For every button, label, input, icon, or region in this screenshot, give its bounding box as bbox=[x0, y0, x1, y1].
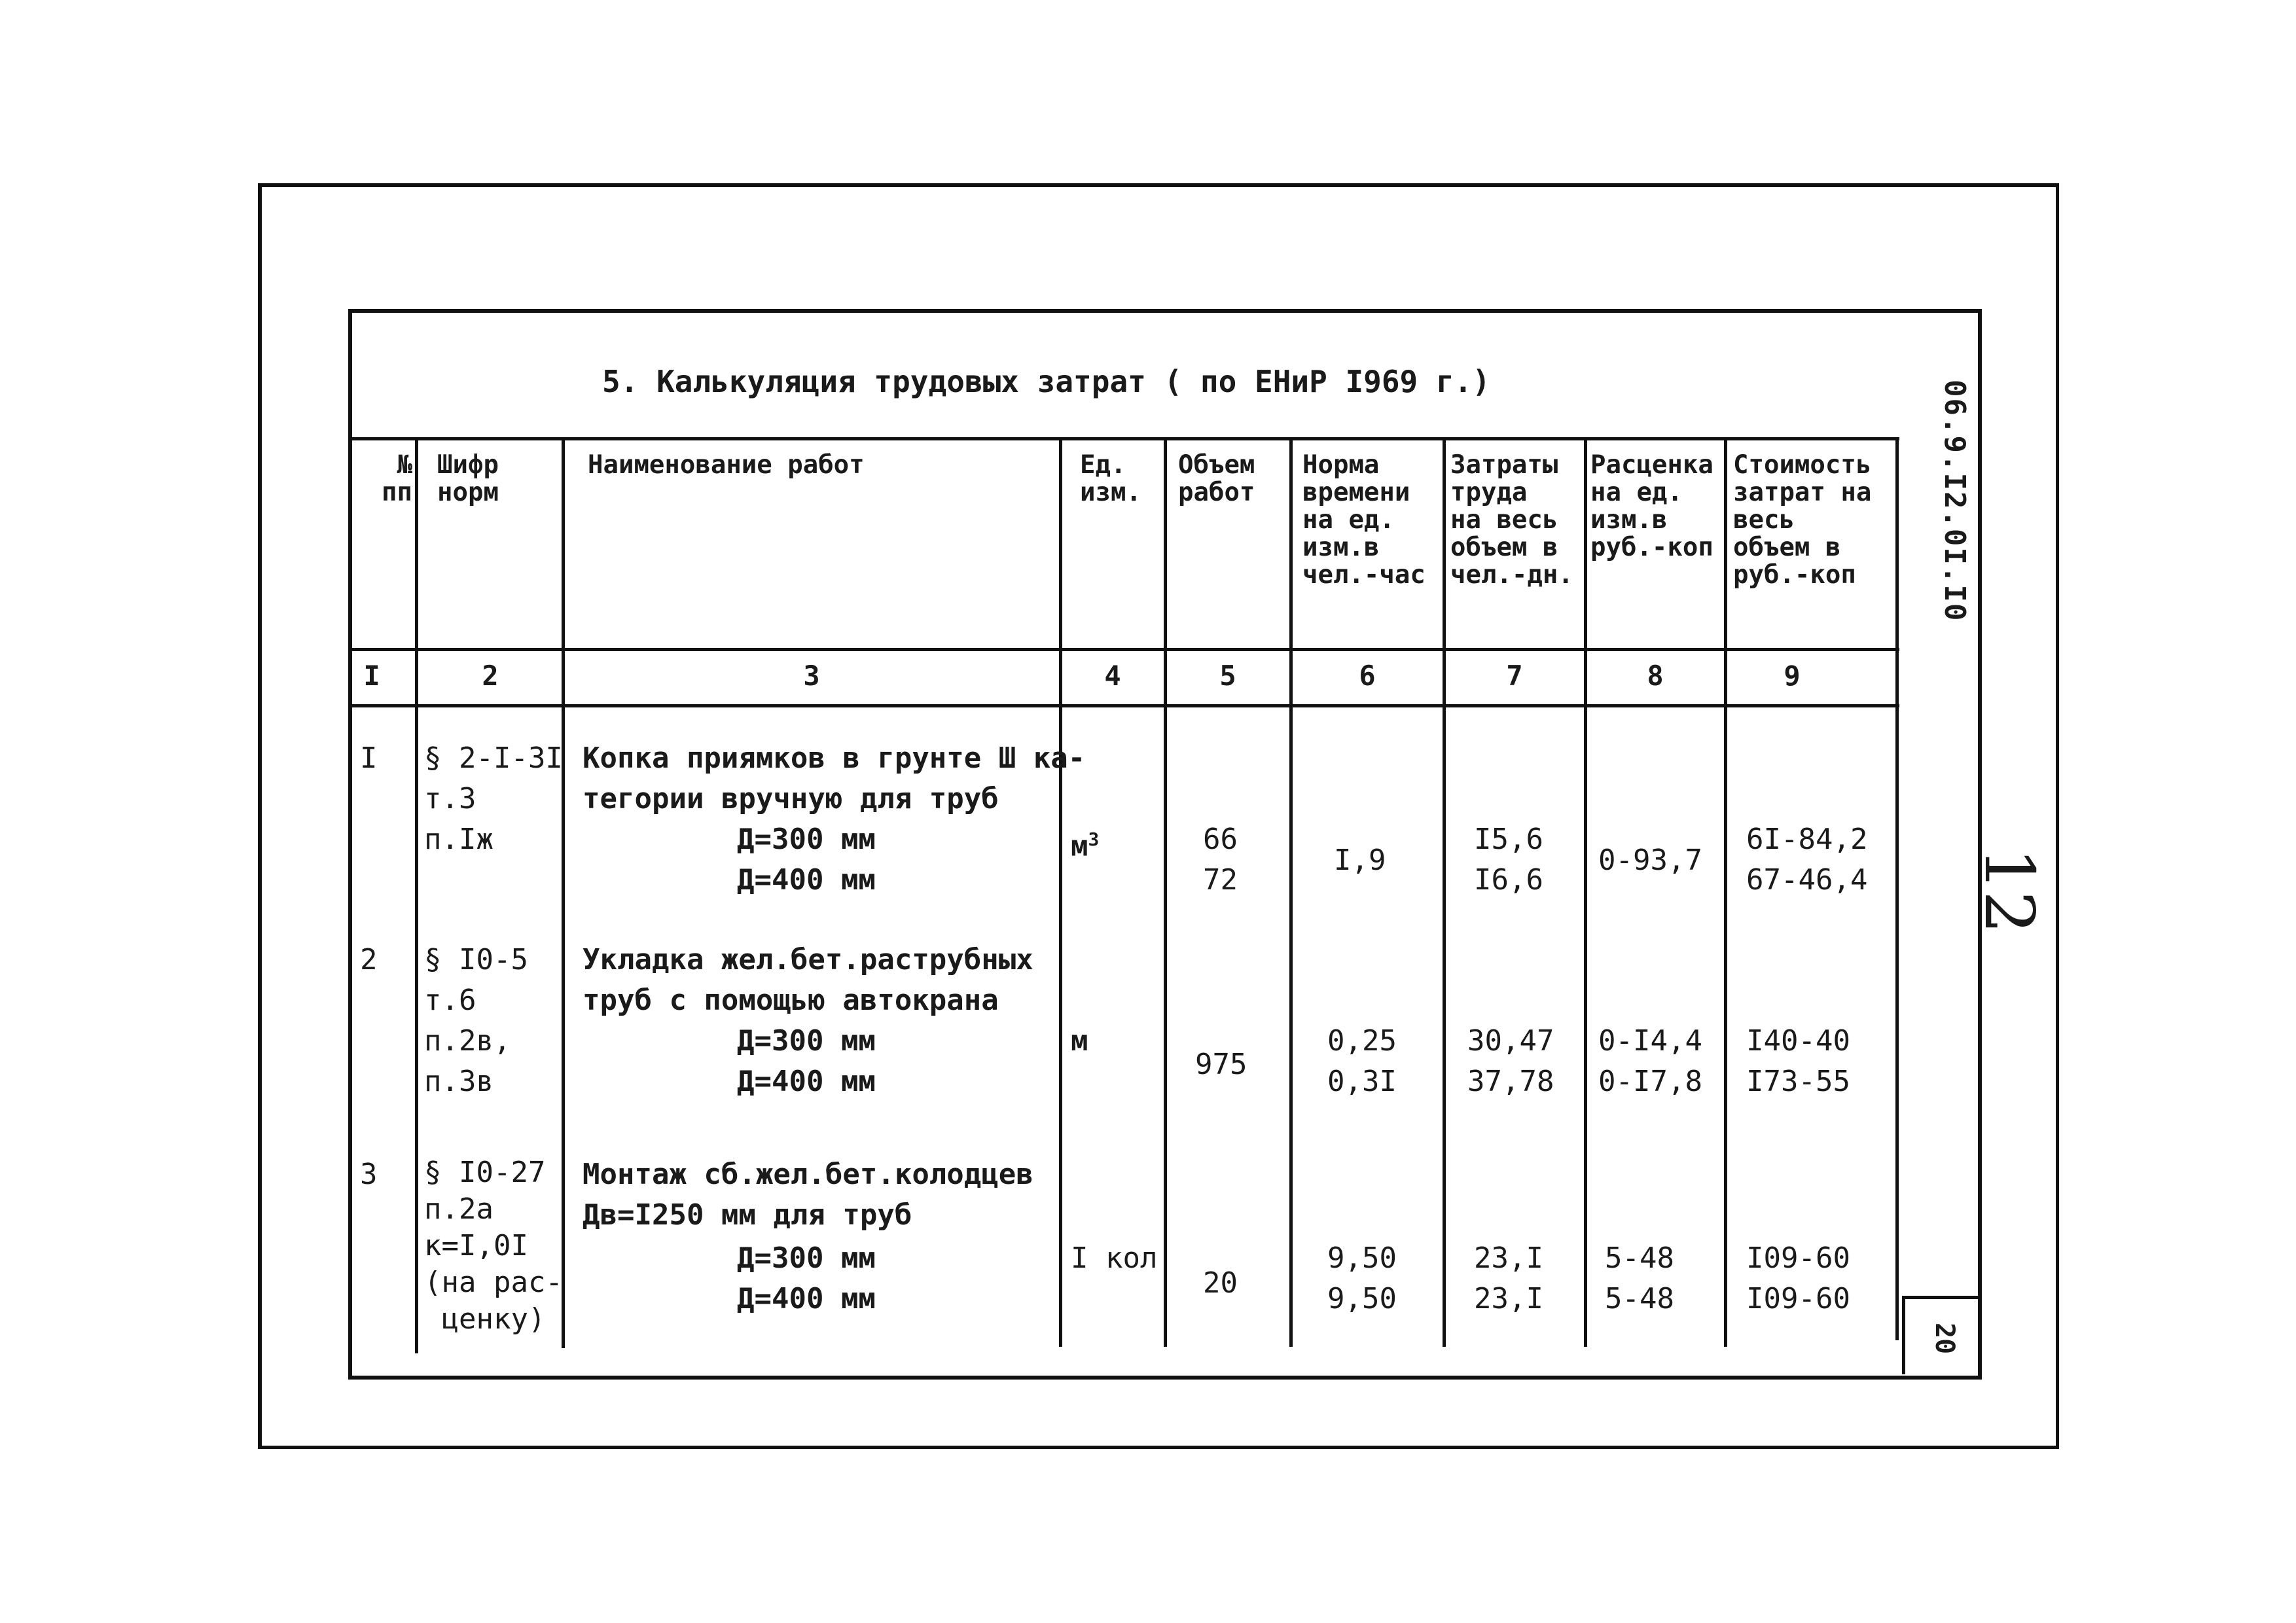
work-name-line: тегории вручную для труб bbox=[583, 782, 999, 815]
work-name-line: Дв=I250 мм для труб bbox=[583, 1198, 912, 1232]
unit-rate: 0-I4,4 bbox=[1598, 1024, 1702, 1058]
unit: I кол bbox=[1071, 1241, 1158, 1275]
column-number: 4 bbox=[1104, 660, 1121, 692]
unit-rate: 5-48 bbox=[1605, 1282, 1674, 1315]
labor-cost: 37,78 bbox=[1467, 1065, 1554, 1098]
document-code: 06.9.I2.0I.I0 bbox=[1938, 380, 1971, 622]
time-norm: I,9 bbox=[1334, 844, 1386, 877]
time-norm: 0,25 bbox=[1327, 1024, 1397, 1058]
row-number: 3 bbox=[360, 1158, 378, 1191]
col-divider bbox=[1895, 437, 1899, 1340]
header-bottom-line bbox=[348, 648, 1899, 651]
colnum-bottom-line bbox=[348, 704, 1899, 707]
page-number: 20 bbox=[1929, 1322, 1960, 1355]
row-number: 2 bbox=[360, 943, 378, 976]
time-norm: 0,3I bbox=[1327, 1065, 1397, 1098]
column-number: 3 bbox=[803, 660, 820, 692]
labor-cost: 23,I bbox=[1474, 1282, 1543, 1315]
unit-text: м bbox=[1071, 829, 1088, 863]
pipe-variant: Д=300 мм bbox=[737, 1024, 876, 1058]
total-cost: 67-46,4 bbox=[1746, 863, 1868, 897]
table-title: 5. Калькуляция трудовых затрат ( по ЕНиР I969 г.) bbox=[602, 364, 1491, 399]
col-divider bbox=[415, 437, 418, 1353]
unit: м bbox=[1071, 1024, 1088, 1058]
pipe-variant: Д=300 мм bbox=[737, 823, 876, 856]
pipe-variant: Д=400 мм bbox=[737, 863, 876, 897]
col-divider bbox=[1164, 437, 1167, 1347]
col-divider bbox=[1584, 437, 1587, 1347]
time-norm: 9,50 bbox=[1327, 1241, 1397, 1275]
norm-code: § I0-5 т.6 п.2в, п.3в bbox=[424, 943, 528, 1098]
pipe-variant: Д=300 мм bbox=[737, 1241, 876, 1275]
header-name: Наименование работ bbox=[588, 450, 865, 480]
header-unit: Ед. изм. bbox=[1080, 450, 1141, 507]
unit-rate: 0-I7,8 bbox=[1598, 1065, 1702, 1098]
unit bbox=[1071, 819, 1099, 867]
handwritten-page-number: 12 bbox=[1969, 847, 2049, 935]
column-number: 5 bbox=[1219, 660, 1236, 692]
header-labor: Затраты труда на весь объем в чел.-дн. bbox=[1450, 450, 1573, 590]
col-divider bbox=[1289, 437, 1293, 1347]
page-number-box bbox=[1902, 1296, 1981, 1374]
column-number: 7 bbox=[1506, 660, 1523, 692]
volume: 72 bbox=[1203, 863, 1238, 897]
column-number: 9 bbox=[1784, 660, 1801, 692]
pipe-variant: Д=400 мм bbox=[737, 1065, 876, 1098]
column-number: 8 bbox=[1647, 660, 1664, 692]
column-number: 2 bbox=[482, 660, 499, 692]
header-volume: Объем работ bbox=[1178, 450, 1255, 507]
labor-cost: 23,I bbox=[1474, 1241, 1543, 1275]
column-number: I bbox=[363, 660, 380, 692]
row-number: I bbox=[360, 741, 378, 775]
col-divider bbox=[1443, 437, 1446, 1347]
work-name-line: Укладка жел.бет.раструбных bbox=[583, 943, 1033, 976]
header-norm: Норма времени на ед. изм.в чел.-час bbox=[1302, 450, 1426, 590]
unit-rate: 5-48 bbox=[1605, 1241, 1674, 1275]
volume: 66 bbox=[1203, 823, 1238, 856]
norm-code: § I0-27 п.2а к=I,0I (на рас- ценку) bbox=[424, 1156, 563, 1336]
time-norm: 9,50 bbox=[1327, 1282, 1397, 1315]
total-cost: I73-55 bbox=[1746, 1065, 1850, 1098]
col-divider bbox=[1724, 437, 1727, 1347]
col-divider bbox=[1059, 437, 1062, 1347]
total-cost: I09-60 bbox=[1746, 1282, 1850, 1315]
labor-cost: I6,6 bbox=[1474, 863, 1543, 897]
header-cost: Стоимость затрат на весь объем в руб.-коп bbox=[1733, 450, 1872, 590]
unit-rate: 0-93,7 bbox=[1598, 844, 1702, 877]
volume: 975 bbox=[1195, 1048, 1247, 1081]
work-name-line: Копка приямков в грунте Ш ка- bbox=[583, 741, 1086, 775]
unit-superscript: 3 bbox=[1088, 829, 1100, 850]
labor-cost: 30,47 bbox=[1467, 1024, 1554, 1058]
work-name-line: труб с помощью автокрана bbox=[583, 984, 999, 1017]
total-cost: 6I-84,2 bbox=[1746, 823, 1868, 856]
labor-cost: I5,6 bbox=[1474, 823, 1543, 856]
total-cost: I40-40 bbox=[1746, 1024, 1850, 1058]
column-number: 6 bbox=[1359, 660, 1376, 692]
table-top-line bbox=[348, 437, 1899, 440]
pipe-variant: Д=400 мм bbox=[737, 1282, 876, 1315]
header-num: № пп bbox=[382, 450, 412, 507]
work-name-line: Монтаж сб.жел.бет.колодцев bbox=[583, 1158, 1033, 1191]
header-code: Шифр норм bbox=[437, 450, 499, 507]
header-rate: Расценка на ед. изм.в руб.-коп bbox=[1590, 450, 1713, 562]
total-cost: I09-60 bbox=[1746, 1241, 1850, 1275]
norm-code: § 2-I-3I т.3 п.Iж bbox=[424, 741, 563, 856]
volume: 20 bbox=[1203, 1266, 1238, 1300]
